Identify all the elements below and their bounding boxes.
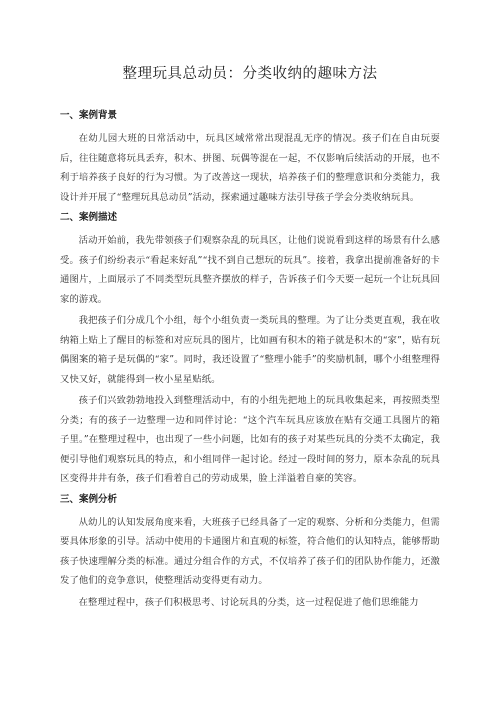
paragraph: 孩子们兴致勃勃地投入到整理活动中，有的小组先把地上的玩具收集起来，再按照类型分类；有的孩子一边整理一边和同伴讨论：“这个汽车玩具应该放在贴有交通工具图片的箱子里。”在整理过程中，也出现了一些小问题，比如有的孩子对某些玩具的分类不太确定，我便引导他们观察玩具的特点，和小组同伴一起讨论。经过一段时间的努力，原本杂乱的玩具区变得井井有条，孩子们看着自己的劳动成果，脸上洋溢着自豪的笑容。 bbox=[60, 395, 440, 484]
paragraph: 在幼儿园大班的日常活动中，玩具区域常常出现混乱无序的情况。孩子们在自由玩耍后，往往随意将玩具丢弃，积木、拼图、玩偶等混在一起，不仅影响后续活动的开展，也不利于培养孩子良好的行为习惯。为了改善这一现状，培养孩子们的整理意识和分类能力，我设计并开展了“整理玩具总动员”活动，探索通过趣味方法引导孩子学会分类收纳玩具。 bbox=[60, 133, 440, 203]
paragraph: 我把孩子们分成几个小组，每个小组负责一类玩具的整理。为了让分类更直观，我在收纳箱上贴上了醒目的标签和对应玩具的图片，比如画有积木的箱子就是积木的“家”，贴有玩偶图案的箱子是玩偶的“家”。同时，我还设置了“整理小能手”的奖励机制，哪个小组整理得又快又好，就能得到一枚小星星贴纸。 bbox=[60, 315, 440, 385]
paragraph: 从幼儿的认知发展角度来看，大班孩子已经具备了一定的观察、分析和分类能力，但需要具体形象的引导。活动中使用的卡通图片和直观的标签，符合他们的认知特点，能够帮助孩子快速理解分类的标准。通过分组合作的方式，不仅培养了孩子们的团队协作能力，还激发了他们的竞争意识，使整理活动变得更有动力。 bbox=[60, 516, 440, 586]
section-background bbox=[60, 109, 440, 207]
section-analysis bbox=[60, 493, 440, 613]
document-title: 整理玩具总动员：分类收纳的趣味方法 bbox=[122, 66, 378, 82]
paragraph: 活动开始前，我先带领孩子们观察杂乱的玩具区，让他们说说看到这样的场景有什么感受。孩子们纷纷表示“看起来好乱”“找不到自己想玩的玩具”。接着，我拿出提前准备好的卡通图片，上面展示了不同类型玩具整齐摆放的样子，告诉孩子们今天要一起玩一个让玩具回家的游戏。 bbox=[60, 235, 440, 305]
paragraph: 在整理过程中，孩子们积极思考、讨论玩具的分类，这一过程促进了他们思维能力 bbox=[78, 596, 419, 608]
section-heading: 三、案例分析 bbox=[60, 493, 118, 505]
section-description bbox=[60, 211, 440, 489]
section-heading: 一、案例背景 bbox=[60, 110, 118, 121]
section-heading: 二、案例描述 bbox=[60, 212, 118, 223]
